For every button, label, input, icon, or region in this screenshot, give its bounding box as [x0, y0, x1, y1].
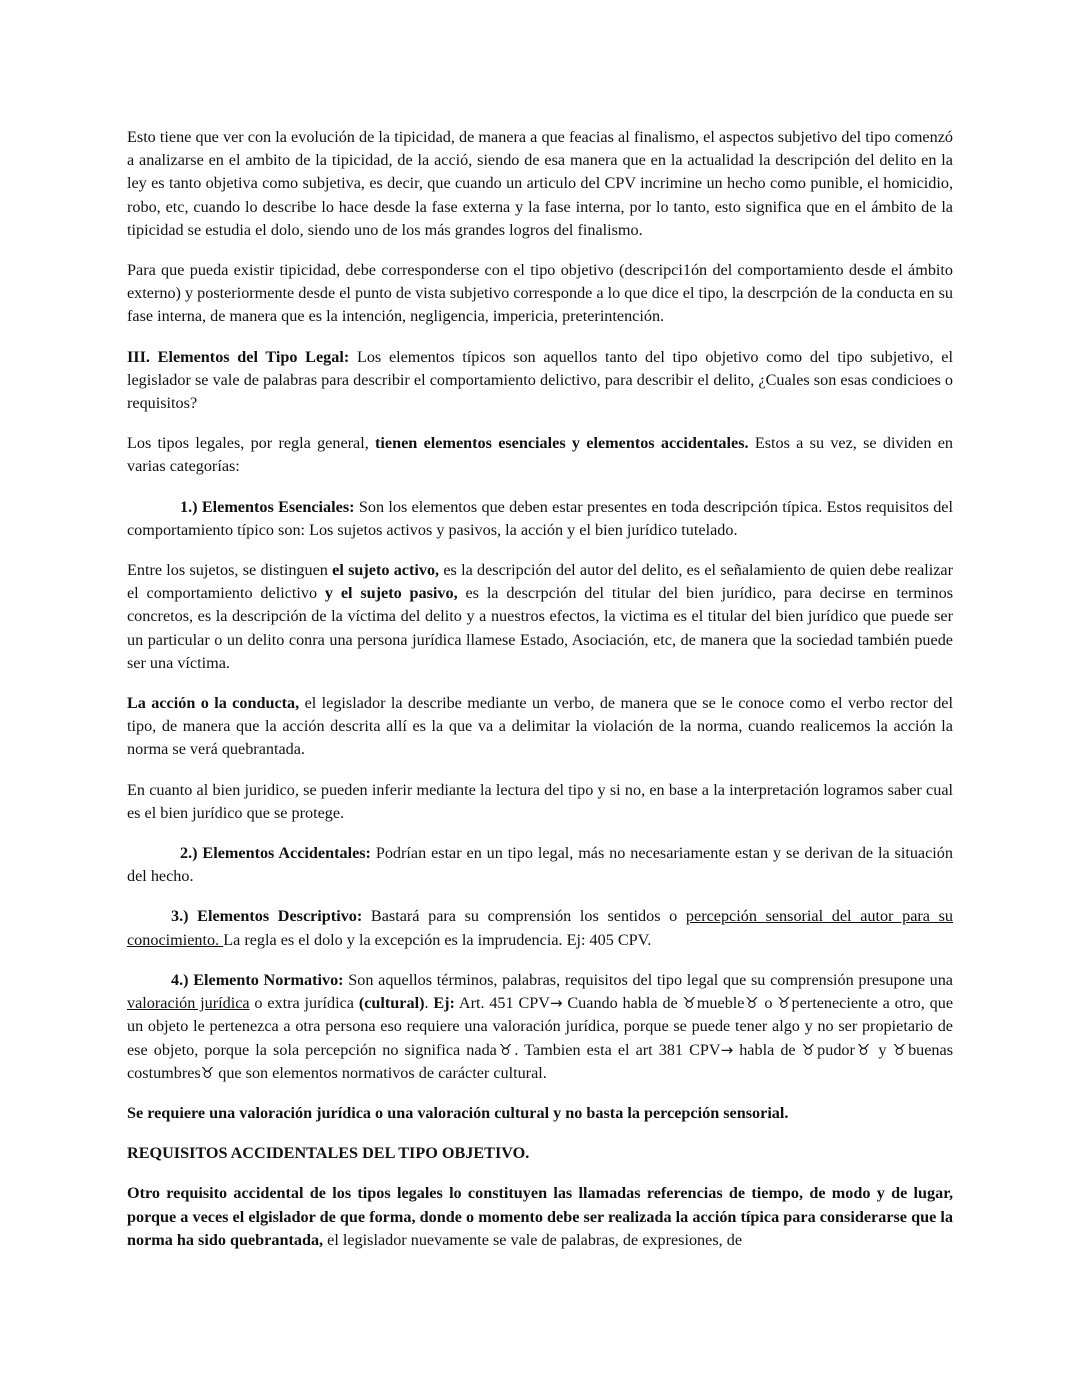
heading-elementos-descriptivo: 3.) Elementos Descriptivo:	[171, 907, 363, 926]
text: Los tipos legales, por regla general,	[127, 434, 376, 453]
bold-text: tienen elementos esenciales y elementos accidentales.	[375, 434, 749, 453]
taurus-symbol-icon: ♉	[682, 994, 697, 1013]
text: o	[759, 994, 778, 1013]
text: Son los elementos que deben estar presentes en toda descripción típica. Estos requisitos del comportamiento típico son: Los sujetos activos y pasivos, la acción y el bien jurídico tutelado.	[127, 497, 953, 539]
heading-elementos-esenciales: 1.) Elementos Esenciales:	[180, 497, 355, 516]
taurus-symbol-icon: ♉	[744, 994, 760, 1013]
text: Entre los sujetos, se distinguen	[127, 561, 333, 580]
text: .	[424, 994, 434, 1013]
text: que son elementos normativos de carácter cultural.	[214, 1063, 547, 1082]
taurus-symbol-icon: ♉	[777, 994, 792, 1013]
bold-text: Ej:	[433, 994, 455, 1013]
paragraph-accion-conducta	[127, 692, 953, 762]
text: Cuando habla de	[562, 994, 683, 1013]
underlined-text: valoración jurídica	[127, 994, 250, 1013]
arrow-icon: →	[549, 994, 563, 1013]
arrow-icon: →	[720, 1040, 734, 1059]
paragraph-valoracion-requerida: Se requiere una valoración jurídica o una valoración cultural y no basta la percepción sensorial.	[127, 1103, 789, 1122]
text: buenas costumbres	[127, 1040, 954, 1082]
text: . Tambien esta el art 381 CPV	[514, 1040, 721, 1059]
text: Son aquellos términos, palabras, requisitos del tipo legal que su comprensión presupone una	[343, 970, 953, 989]
taurus-symbol-icon: ♉	[801, 1040, 818, 1059]
paragraph-elementos-esenciales	[127, 496, 953, 542]
paragraph-elementos-descriptivo	[127, 905, 953, 951]
bold-text: y el sujeto pasivo,	[324, 584, 458, 603]
text: Podrían estar en un tipo legal, más no necesariamente estan y se derivan de la situación del hecho.	[127, 844, 953, 886]
paragraph-elementos-accidentales	[127, 842, 953, 888]
paragraph-finalismo: Esto tiene que ver con la evolución de la tipicidad, de manera a que feacias al finalismo, el aspectos subjetivo del tipo comenzó a analizarse en el ambito de la tipicidad, de la acció, siendo de esa manera que en la actualidad la descripción del delito en la ley es tanto objetiva como subjetiva, es decir, que cuando un articulo del CPV incrimine un hecho como punible, el homicidio, robo, etc, cuando lo describe lo hace desde la fase externa y la fase interna, por lo tanto, esto significa que en el ámbito de la tipicidad se estudia el dolo, siendo uno de los más grandes logros del finalismo.	[127, 128, 953, 239]
heading-elementos-tipo-legal: III. Elementos del Tipo Legal:	[127, 347, 350, 366]
text: Art. 451 CPV	[454, 994, 550, 1013]
text: mueble	[696, 994, 745, 1013]
paragraph-sujetos	[127, 559, 953, 675]
heading-elemento-normativo: 4.) Elemento Normativo:	[171, 970, 344, 989]
document-page	[127, 126, 953, 1269]
text: el legislador la describe mediante un verbo, de manera que se le conoce como el verbo rector del tipo, de manera que la acción descrita allí es la que va a delimitar la violación de la norma, cuando realicemos la acción la norma se verá quebrantada.	[127, 694, 953, 759]
paragraph-tipicidad: Para que pueda existir tipicidad, debe corresponderse con el tipo objetivo (descripci1ón del comportamiento desde el ámbito externo) y posteriormente desde el punto de vista subjetivo corresponde a lo que dice el tipo, la descrpción de la conducta en su fase interna, de manera que es la intención, negligencia, impericia, preterintención.	[127, 261, 953, 326]
heading-elementos-accidentales: 2.) Elementos Accidentales:	[180, 844, 371, 863]
text: habla de	[733, 1040, 802, 1059]
text: es la descrpción del titular del bien jurídico, para decirse en terminos concretos, es la descripción de la víctima del delito y a nuestros efectos, la victima es el titular del bien jurídico que puede ser un particular o un delito conra una persona jurídica llamese Estado, Asociación, etc, de manera que la sociedad también puede ser una víctima.	[127, 584, 953, 672]
text: y	[872, 1040, 893, 1059]
bold-text: (cultural)	[358, 994, 425, 1013]
paragraph-referencias-tiempo-modo-lugar	[127, 1182, 953, 1252]
text: Los elementos típicos son aquellos tanto del tipo objetivo como del tipo subjetivo, el legislador se vale de palabras para describir el comportamiento delictivo, para describir el delito, ¿Cuales son esas condicioes o requisitos?	[127, 347, 953, 413]
text: perteneciente a otro, que un objeto le pertenezca a otra persona eso requiere una valoración jurídica, porque se puede tener algo y no ser propietario de ese objeto, porque la sola percepción no significa nada	[127, 994, 954, 1059]
text: pudor	[817, 1040, 855, 1059]
bold-text: Otro requisito accidental de los tipos legales lo constituyen las llamadas referencias de tiempo, de modo y de lugar, porque a veces el elgislador de que forma, donde o momento debe ser realizada la acción típica para considerarse que la norma ha sido quebrantada,	[127, 1184, 953, 1249]
taurus-symbol-icon: ♉	[892, 1040, 909, 1059]
paragraph-bien-juridico: En cuanto al bien juridico, se pueden inferir mediante la lectura del tipo y si no, en base a la interpretación logramos saber cual es el bien jurídico que se protege.	[127, 780, 953, 822]
taurus-symbol-icon: ♉	[496, 1040, 515, 1059]
text: La regla es el dolo y la excepción es la imprudencia. Ej: 405 CPV.	[223, 930, 652, 949]
paragraph-tipos-legales	[127, 432, 953, 478]
text: Estos a su vez, se dividen en varias categorías:	[127, 434, 953, 476]
text: Bastará para su comprensión los sentidos o	[362, 907, 686, 926]
underlined-text: percepción sensorial del autor para su conocimiento.	[127, 907, 953, 949]
paragraph-elementos-tipo-legal	[127, 346, 953, 416]
text: o extra jurídica	[249, 994, 359, 1013]
bold-text: La acción o la conducta,	[127, 694, 300, 713]
paragraph-elemento-normativo	[127, 969, 953, 1085]
section-heading-requisitos-accidentales: REQUISITOS ACCIDENTALES DEL TIPO OBJETIVO.	[127, 1144, 530, 1163]
taurus-symbol-icon: ♉	[200, 1063, 215, 1082]
bold-text: el sujeto activo,	[332, 561, 440, 580]
text: es la descripción del autor del delito, es el señalamiento de quien debe realizar el comportamiento delictivo	[127, 561, 954, 603]
taurus-symbol-icon: ♉	[854, 1040, 873, 1059]
text: el legislador nuevamente se vale de palabras, de expresiones, de	[323, 1230, 743, 1249]
